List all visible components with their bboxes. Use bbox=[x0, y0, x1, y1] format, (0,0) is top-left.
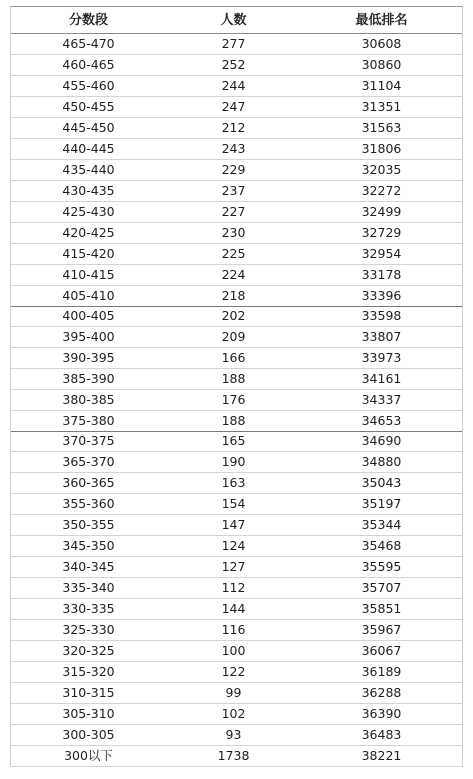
score-range-cell: 465-470 bbox=[62, 35, 115, 51]
table-row bbox=[11, 662, 462, 683]
min-rank-cell: 36189 bbox=[361, 663, 402, 679]
min-rank-cell: 32954 bbox=[361, 245, 402, 261]
score-range-cell: 460-465 bbox=[62, 56, 115, 72]
min-rank-cell: 32729 bbox=[361, 224, 402, 240]
score-range-cell: 360-365 bbox=[62, 474, 115, 490]
count-cell: 166 bbox=[221, 349, 246, 365]
count-cell: 100 bbox=[221, 642, 246, 658]
min-rank-cell: 35344 bbox=[361, 516, 402, 532]
table-row bbox=[11, 452, 462, 473]
score-range-cell: 315-320 bbox=[62, 663, 115, 679]
score-range-cell: 430-435 bbox=[62, 182, 115, 198]
min-rank-cell: 35468 bbox=[361, 537, 402, 553]
min-rank-cell: 32499 bbox=[361, 203, 402, 219]
score-range-cell: 310-315 bbox=[62, 684, 115, 700]
count-cell: 202 bbox=[221, 308, 246, 324]
count-cell: 93 bbox=[225, 726, 242, 742]
count-cell: 122 bbox=[221, 663, 246, 679]
score-range-cell: 410-415 bbox=[62, 266, 115, 282]
score-range-cell: 350-355 bbox=[62, 516, 115, 532]
count-cell: 230 bbox=[221, 224, 246, 240]
table-header-row bbox=[11, 7, 462, 34]
header-count: 人数 bbox=[220, 12, 247, 28]
count-cell: 277 bbox=[221, 35, 246, 51]
table-row bbox=[11, 118, 462, 139]
score-range-cell: 305-310 bbox=[62, 705, 115, 721]
min-rank-cell: 34880 bbox=[361, 453, 402, 469]
min-rank-cell: 36067 bbox=[361, 642, 402, 658]
table-row bbox=[11, 265, 462, 286]
score-range-cell: 405-410 bbox=[62, 287, 115, 303]
table-row bbox=[11, 327, 462, 348]
score-range-cell: 365-370 bbox=[62, 453, 115, 469]
score-range-cell: 325-330 bbox=[62, 621, 115, 637]
score-range-cell: 335-340 bbox=[62, 579, 115, 595]
table-row bbox=[11, 599, 462, 620]
table-row bbox=[11, 578, 462, 599]
count-cell: 165 bbox=[221, 433, 246, 449]
min-rank-cell: 33807 bbox=[361, 328, 402, 344]
min-rank-cell: 31104 bbox=[361, 77, 402, 93]
count-cell: 116 bbox=[221, 621, 246, 637]
score-range-cell: 390-395 bbox=[62, 349, 115, 365]
count-cell: 124 bbox=[221, 537, 246, 553]
table-row bbox=[11, 202, 462, 223]
min-rank-cell: 31806 bbox=[361, 140, 402, 156]
min-rank-cell: 30860 bbox=[361, 56, 402, 72]
min-rank-cell: 34653 bbox=[361, 412, 402, 428]
table-row bbox=[11, 725, 462, 746]
min-rank-cell: 30608 bbox=[361, 35, 402, 51]
score-distribution-table bbox=[10, 6, 463, 767]
min-rank-cell: 32272 bbox=[361, 182, 402, 198]
table-row bbox=[11, 223, 462, 244]
table-row bbox=[11, 746, 462, 767]
min-rank-cell: 35851 bbox=[361, 600, 402, 616]
count-cell: 224 bbox=[221, 266, 246, 282]
table-body bbox=[11, 34, 462, 767]
min-rank-cell: 36483 bbox=[361, 726, 402, 742]
count-cell: 209 bbox=[221, 328, 246, 344]
score-range-cell: 370-375 bbox=[62, 433, 115, 449]
min-rank-cell: 36390 bbox=[361, 705, 402, 721]
score-range-cell: 300-305 bbox=[62, 726, 115, 742]
min-rank-cell: 35043 bbox=[361, 474, 402, 490]
count-cell: 99 bbox=[225, 684, 242, 700]
score-range-cell: 330-335 bbox=[62, 600, 115, 616]
score-range-cell: 375-380 bbox=[62, 412, 115, 428]
score-range-cell: 440-445 bbox=[62, 140, 115, 156]
count-cell: 243 bbox=[221, 140, 246, 156]
min-rank-cell: 32035 bbox=[361, 161, 402, 177]
count-cell: 225 bbox=[221, 245, 246, 261]
table-row bbox=[11, 286, 462, 307]
table-row bbox=[11, 557, 462, 578]
count-cell: 112 bbox=[221, 579, 246, 595]
table-row bbox=[11, 620, 462, 641]
score-range-cell: 400-405 bbox=[62, 308, 115, 324]
min-rank-cell: 35707 bbox=[361, 579, 402, 595]
count-cell: 1738 bbox=[217, 747, 250, 763]
score-range-cell: 435-440 bbox=[62, 161, 115, 177]
min-rank-cell: 34690 bbox=[361, 433, 402, 449]
score-range-cell: 320-325 bbox=[62, 642, 115, 658]
score-range-cell: 355-360 bbox=[62, 495, 115, 511]
table-row bbox=[11, 160, 462, 181]
table-row bbox=[11, 55, 462, 76]
min-rank-cell: 36288 bbox=[361, 684, 402, 700]
table-row bbox=[11, 473, 462, 494]
score-range-cell: 415-420 bbox=[62, 245, 115, 261]
min-rank-cell: 34337 bbox=[361, 391, 402, 407]
score-range-cell: 345-350 bbox=[62, 537, 115, 553]
min-rank-cell: 35595 bbox=[361, 558, 402, 574]
table-row bbox=[11, 641, 462, 662]
score-range-cell: 395-400 bbox=[62, 328, 115, 344]
count-cell: 229 bbox=[221, 161, 246, 177]
count-cell: 244 bbox=[221, 77, 246, 93]
score-range-cell: 380-385 bbox=[62, 391, 115, 407]
count-cell: 176 bbox=[221, 391, 246, 407]
min-rank-cell: 38221 bbox=[361, 747, 402, 763]
count-cell: 102 bbox=[221, 705, 246, 721]
table-row bbox=[11, 683, 462, 704]
count-cell: 188 bbox=[221, 370, 246, 386]
score-range-cell: 300以下 bbox=[64, 747, 113, 763]
score-range-cell: 425-430 bbox=[62, 203, 115, 219]
table-row bbox=[11, 369, 462, 390]
score-range-cell: 455-460 bbox=[62, 77, 115, 93]
header-score-range: 分数段 bbox=[68, 12, 108, 28]
table-row bbox=[11, 431, 462, 452]
count-cell: 154 bbox=[221, 495, 246, 511]
min-rank-cell: 34161 bbox=[361, 370, 402, 386]
count-cell: 144 bbox=[221, 600, 246, 616]
table-row bbox=[11, 704, 462, 725]
score-range-cell: 420-425 bbox=[62, 224, 115, 240]
table-row bbox=[11, 411, 462, 432]
count-cell: 247 bbox=[221, 98, 246, 114]
min-rank-cell: 33973 bbox=[361, 349, 402, 365]
table-row bbox=[11, 181, 462, 202]
count-cell: 212 bbox=[221, 119, 246, 135]
header-min-rank: 最低排名 bbox=[355, 12, 408, 28]
count-cell: 190 bbox=[221, 453, 246, 469]
table-row bbox=[11, 139, 462, 160]
table-row bbox=[11, 76, 462, 97]
table-row bbox=[11, 536, 462, 557]
score-range-cell: 450-455 bbox=[62, 98, 115, 114]
min-rank-cell: 33178 bbox=[361, 266, 402, 282]
score-range-cell: 445-450 bbox=[62, 119, 115, 135]
table-row bbox=[11, 34, 462, 55]
table-row bbox=[11, 494, 462, 515]
table-row bbox=[11, 244, 462, 265]
table-row bbox=[11, 306, 462, 327]
table-row bbox=[11, 97, 462, 118]
min-rank-cell: 33396 bbox=[361, 287, 402, 303]
score-range-cell: 385-390 bbox=[62, 370, 115, 386]
score-range-cell: 340-345 bbox=[62, 558, 115, 574]
count-cell: 237 bbox=[221, 182, 246, 198]
count-cell: 227 bbox=[221, 203, 246, 219]
min-rank-cell: 31563 bbox=[361, 119, 402, 135]
count-cell: 127 bbox=[221, 558, 246, 574]
count-cell: 163 bbox=[221, 474, 246, 490]
table-row bbox=[11, 515, 462, 536]
count-cell: 188 bbox=[221, 412, 246, 428]
min-rank-cell: 35197 bbox=[361, 495, 402, 511]
count-cell: 147 bbox=[221, 516, 246, 532]
count-cell: 218 bbox=[221, 287, 246, 303]
table-row bbox=[11, 390, 462, 411]
min-rank-cell: 35967 bbox=[361, 621, 402, 637]
count-cell: 252 bbox=[221, 56, 246, 72]
min-rank-cell: 31351 bbox=[361, 98, 402, 114]
min-rank-cell: 33598 bbox=[361, 308, 402, 324]
table-row bbox=[11, 348, 462, 369]
